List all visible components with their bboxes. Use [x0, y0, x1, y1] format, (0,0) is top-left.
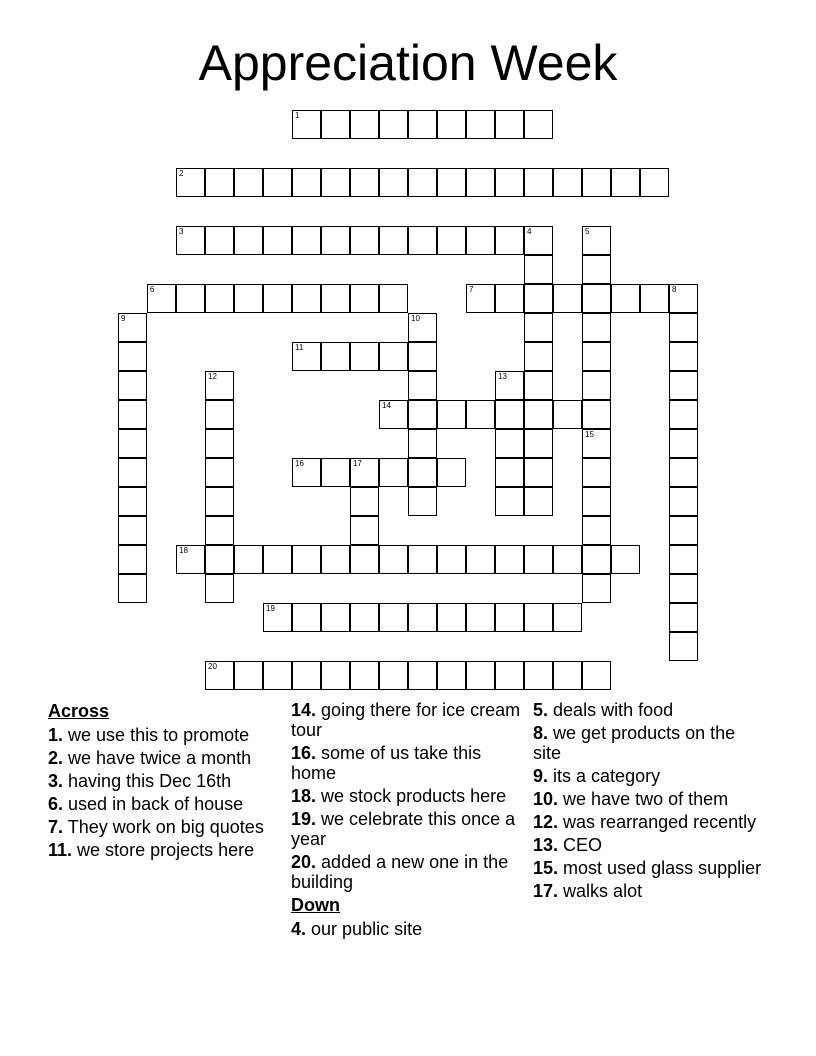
- cell-number: 10: [411, 314, 420, 323]
- grid-cell[interactable]: [524, 400, 553, 429]
- grid-cell[interactable]: [408, 168, 437, 197]
- grid-cell[interactable]: [582, 284, 611, 313]
- grid-cell[interactable]: [582, 226, 611, 255]
- grid-cell[interactable]: [350, 516, 379, 545]
- grid-cell[interactable]: [495, 603, 524, 632]
- clue-number: 11.: [48, 840, 73, 860]
- clue-number: 1.: [48, 725, 64, 745]
- clue-across-19: [291, 809, 523, 849]
- grid-cell[interactable]: [437, 545, 466, 574]
- clue-across-3: [48, 771, 280, 791]
- puzzle-title: Appreciation Week: [198, 35, 618, 91]
- grid-cell[interactable]: [205, 284, 234, 313]
- grid-cell[interactable]: [466, 661, 495, 690]
- clue-down-4: [291, 919, 523, 939]
- grid-cell[interactable]: [582, 574, 611, 603]
- grid-cell[interactable]: [205, 458, 234, 487]
- grid-cell[interactable]: [205, 487, 234, 516]
- clue-across-20: [291, 852, 523, 892]
- clue-number: 4.: [291, 919, 307, 939]
- grid-cell[interactable]: [408, 110, 437, 139]
- clue-text: added a new one in the building: [291, 852, 509, 892]
- grid-cell[interactable]: [582, 516, 611, 545]
- grid-cell[interactable]: [408, 458, 437, 487]
- grid-cell[interactable]: [669, 284, 698, 313]
- grid-cell[interactable]: [524, 342, 553, 371]
- grid-cell[interactable]: [524, 226, 553, 255]
- grid-cell[interactable]: [350, 661, 379, 690]
- grid-cell[interactable]: [437, 458, 466, 487]
- grid-cell[interactable]: [495, 429, 524, 458]
- grid-cell[interactable]: [553, 284, 582, 313]
- grid-cell[interactable]: [640, 284, 669, 313]
- grid-cell[interactable]: [582, 429, 611, 458]
- clue-text: They work on big quotes: [67, 817, 264, 837]
- clue-number: 19.: [291, 809, 317, 829]
- grid-cell[interactable]: [524, 313, 553, 342]
- grid-cell[interactable]: [263, 545, 292, 574]
- grid-cell[interactable]: [263, 226, 292, 255]
- grid-cell[interactable]: [466, 110, 495, 139]
- clue-down-8: [533, 723, 765, 763]
- clue-across-18: [291, 786, 523, 806]
- clue-number: 2.: [48, 748, 64, 768]
- grid-cell[interactable]: [118, 574, 147, 603]
- grid-cell[interactable]: [669, 574, 698, 603]
- grid-cell[interactable]: [669, 632, 698, 661]
- grid-cell[interactable]: [611, 284, 640, 313]
- grid-cell[interactable]: [669, 487, 698, 516]
- grid-cell[interactable]: [205, 400, 234, 429]
- grid-cell[interactable]: [524, 255, 553, 284]
- grid-cell[interactable]: [321, 168, 350, 197]
- clue-column-3: [533, 700, 765, 904]
- grid-cell[interactable]: [524, 487, 553, 516]
- cell-number: 2: [179, 169, 184, 178]
- grid-cell[interactable]: [582, 400, 611, 429]
- grid-cell[interactable]: [408, 342, 437, 371]
- clue-number: 8.: [533, 723, 549, 743]
- cell-number: 14: [382, 401, 391, 410]
- clue-number: 15.: [533, 858, 559, 878]
- grid-cell[interactable]: [437, 168, 466, 197]
- grid-cell[interactable]: [553, 603, 582, 632]
- cell-number: 4: [527, 227, 532, 236]
- grid-cell[interactable]: [437, 400, 466, 429]
- grid-cell[interactable]: [321, 284, 350, 313]
- cell-number: 13: [498, 372, 507, 381]
- grid-cell[interactable]: [379, 603, 408, 632]
- cell-number: 6: [150, 285, 155, 294]
- grid-cell[interactable]: [176, 284, 205, 313]
- grid-cell[interactable]: [205, 371, 234, 400]
- grid-cell[interactable]: [408, 371, 437, 400]
- grid-cell[interactable]: [350, 168, 379, 197]
- grid-cell[interactable]: [582, 661, 611, 690]
- grid-cell[interactable]: [292, 168, 321, 197]
- grid-cell[interactable]: [669, 313, 698, 342]
- grid-cell[interactable]: [408, 400, 437, 429]
- grid-cell[interactable]: [292, 284, 321, 313]
- grid-cell[interactable]: [350, 545, 379, 574]
- grid-cell[interactable]: [582, 458, 611, 487]
- grid-cell[interactable]: [292, 603, 321, 632]
- grid-cell[interactable]: [466, 284, 495, 313]
- grid-cell[interactable]: [321, 458, 350, 487]
- grid-cell[interactable]: [669, 458, 698, 487]
- clue-down-12: [533, 812, 765, 832]
- grid-cell[interactable]: [437, 603, 466, 632]
- cell-number: 20: [208, 662, 217, 671]
- grid-cell[interactable]: [321, 342, 350, 371]
- grid-cell[interactable]: [495, 284, 524, 313]
- grid-cell[interactable]: [379, 226, 408, 255]
- grid-cell[interactable]: [524, 371, 553, 400]
- cell-number: 1: [295, 111, 300, 120]
- grid-cell[interactable]: [234, 545, 263, 574]
- grid-cell[interactable]: [176, 168, 205, 197]
- grid-cell[interactable]: [669, 371, 698, 400]
- grid-cell[interactable]: [147, 284, 176, 313]
- down-heading: Down: [291, 895, 340, 915]
- grid-cell[interactable]: [553, 545, 582, 574]
- grid-cell[interactable]: [582, 255, 611, 284]
- grid-cell[interactable]: [408, 545, 437, 574]
- grid-cell[interactable]: [321, 545, 350, 574]
- grid-cell[interactable]: [437, 661, 466, 690]
- clue-text: we get products on the site: [533, 723, 736, 763]
- clue-number: 6.: [48, 794, 64, 814]
- grid-cell[interactable]: [582, 168, 611, 197]
- grid-cell[interactable]: [582, 342, 611, 371]
- grid-cell[interactable]: [408, 313, 437, 342]
- grid-cell[interactable]: [495, 226, 524, 255]
- clue-text: going there for ice cream tour: [291, 700, 521, 740]
- grid-cell[interactable]: [495, 371, 524, 400]
- clue-text: we stock products here: [321, 786, 507, 806]
- cell-number: 15: [585, 430, 594, 439]
- grid-cell[interactable]: [524, 284, 553, 313]
- cell-number: 17: [353, 459, 362, 468]
- clue-number: 14.: [291, 700, 317, 720]
- cell-number: 7: [469, 285, 474, 294]
- grid-cell[interactable]: [292, 110, 321, 139]
- grid-cell[interactable]: [466, 168, 495, 197]
- grid-cell[interactable]: [495, 545, 524, 574]
- clue-number: 9.: [533, 766, 549, 786]
- cell-number: 8: [672, 285, 677, 294]
- grid-cell[interactable]: [205, 545, 234, 574]
- clue-across-1: [48, 725, 280, 745]
- clue-number: 12.: [533, 812, 559, 832]
- clue-across-11: [48, 840, 280, 860]
- cell-number: 12: [208, 372, 217, 381]
- grid-cell[interactable]: [292, 226, 321, 255]
- grid-cell[interactable]: [669, 429, 698, 458]
- grid-cell[interactable]: [205, 226, 234, 255]
- clue-text: used in back of house: [68, 794, 244, 814]
- clue-across-7: [48, 817, 280, 837]
- grid-cell[interactable]: [118, 313, 147, 342]
- grid-cell[interactable]: [118, 516, 147, 545]
- grid-cell[interactable]: [205, 429, 234, 458]
- grid-cell[interactable]: [466, 400, 495, 429]
- grid-cell[interactable]: [495, 168, 524, 197]
- grid-cell[interactable]: [524, 429, 553, 458]
- clue-across-16: [291, 743, 523, 783]
- grid-cell[interactable]: [205, 574, 234, 603]
- clue-text: we use this to promote: [68, 725, 250, 745]
- grid-cell[interactable]: [321, 226, 350, 255]
- grid-cell[interactable]: [234, 226, 263, 255]
- grid-cell[interactable]: [495, 400, 524, 429]
- grid-cell[interactable]: [669, 516, 698, 545]
- grid-cell[interactable]: [205, 516, 234, 545]
- grid-cell[interactable]: [524, 110, 553, 139]
- grid-cell[interactable]: [350, 342, 379, 371]
- clue-text: some of us take this home: [291, 743, 482, 783]
- grid-cell[interactable]: [669, 603, 698, 632]
- grid-cell[interactable]: [669, 342, 698, 371]
- grid-cell[interactable]: [350, 487, 379, 516]
- grid-cell[interactable]: [118, 429, 147, 458]
- grid-cell[interactable]: [437, 226, 466, 255]
- grid-cell[interactable]: [263, 284, 292, 313]
- grid-cell[interactable]: [640, 168, 669, 197]
- grid-cell[interactable]: [611, 545, 640, 574]
- clue-down-15: [533, 858, 765, 878]
- grid-cell[interactable]: [408, 661, 437, 690]
- grid-cell[interactable]: [408, 429, 437, 458]
- clue-across-6: [48, 794, 280, 814]
- clue-text: its a category: [553, 766, 661, 786]
- grid-cell[interactable]: [321, 110, 350, 139]
- grid-cell[interactable]: [292, 661, 321, 690]
- clue-text: most used glass supplier: [563, 858, 762, 878]
- cell-number: 19: [266, 604, 275, 613]
- cell-number: 16: [295, 459, 304, 468]
- grid-cell[interactable]: [466, 226, 495, 255]
- grid-cell[interactable]: [553, 661, 582, 690]
- grid-cell[interactable]: [118, 545, 147, 574]
- clue-number: 18.: [291, 786, 317, 806]
- grid-cell[interactable]: [582, 371, 611, 400]
- grid-cell[interactable]: [408, 226, 437, 255]
- grid-cell[interactable]: [495, 487, 524, 516]
- clue-number: 13.: [533, 835, 559, 855]
- grid-cell[interactable]: [292, 545, 321, 574]
- grid-cell[interactable]: [350, 110, 379, 139]
- clue-down-9: [533, 766, 765, 786]
- grid-cell[interactable]: [669, 545, 698, 574]
- clue-column-2: [291, 700, 523, 942]
- cell-number: 9: [121, 314, 126, 323]
- grid-cell[interactable]: [263, 661, 292, 690]
- grid-cell[interactable]: [524, 168, 553, 197]
- clue-column-1: [48, 700, 280, 863]
- grid-cell[interactable]: [118, 400, 147, 429]
- clue-number: 3.: [48, 771, 64, 791]
- grid-cell[interactable]: [292, 342, 321, 371]
- grid-cell[interactable]: [176, 226, 205, 255]
- clue-text: we have two of them: [563, 789, 729, 809]
- grid-cell[interactable]: [379, 284, 408, 313]
- grid-cell[interactable]: [205, 661, 234, 690]
- cell-number: 18: [179, 546, 188, 555]
- clue-down-10: [533, 789, 765, 809]
- clue-down-17: [533, 881, 765, 901]
- grid-cell[interactable]: [263, 603, 292, 632]
- grid-cell[interactable]: [379, 400, 408, 429]
- clue-number: 16.: [291, 743, 317, 763]
- grid-cell[interactable]: [437, 110, 466, 139]
- grid-cell[interactable]: [234, 168, 263, 197]
- clue-across-14: [291, 700, 523, 740]
- grid-cell[interactable]: [321, 603, 350, 632]
- grid-cell[interactable]: [118, 371, 147, 400]
- grid-cell[interactable]: [553, 400, 582, 429]
- grid-cell[interactable]: [321, 661, 350, 690]
- grid-cell[interactable]: [495, 110, 524, 139]
- clue-number: 20.: [291, 852, 317, 872]
- grid-cell[interactable]: [234, 661, 263, 690]
- grid-cell[interactable]: [495, 458, 524, 487]
- grid-cell[interactable]: [524, 661, 553, 690]
- grid-cell[interactable]: [379, 458, 408, 487]
- grid-cell[interactable]: [234, 284, 263, 313]
- grid-cell[interactable]: [466, 545, 495, 574]
- grid-cell[interactable]: [205, 168, 234, 197]
- across-heading: Across: [48, 701, 110, 721]
- cell-number: 3: [179, 227, 184, 236]
- clue-number: 5.: [533, 700, 549, 720]
- clue-text: our public site: [311, 919, 423, 939]
- grid-cell[interactable]: [350, 603, 379, 632]
- clue-across-2: [48, 748, 280, 768]
- grid-cell[interactable]: [263, 168, 292, 197]
- clue-number: 10.: [533, 789, 559, 809]
- grid-cell[interactable]: [176, 545, 205, 574]
- grid-cell[interactable]: [350, 226, 379, 255]
- grid-cell[interactable]: [379, 545, 408, 574]
- clue-text: CEO: [563, 835, 603, 855]
- clue-text: deals with food: [553, 700, 674, 720]
- clue-number: 7.: [48, 817, 64, 837]
- grid-cell[interactable]: [118, 487, 147, 516]
- grid-cell[interactable]: [379, 168, 408, 197]
- clue-number: 17.: [533, 881, 559, 901]
- grid-cell[interactable]: [524, 458, 553, 487]
- grid-cell[interactable]: [379, 110, 408, 139]
- grid-cell[interactable]: [350, 458, 379, 487]
- clue-text: was rearranged recently: [563, 812, 757, 832]
- grid-cell[interactable]: [350, 284, 379, 313]
- clue-text: having this Dec 16th: [68, 771, 232, 791]
- grid-cell[interactable]: [466, 603, 495, 632]
- grid-cell[interactable]: [379, 342, 408, 371]
- clue-text: we have twice a month: [68, 748, 252, 768]
- grid-cell[interactable]: [118, 342, 147, 371]
- grid-cell[interactable]: [408, 603, 437, 632]
- cell-number: 11: [295, 343, 304, 352]
- clue-down-5: [533, 700, 765, 720]
- grid-cell[interactable]: [408, 487, 437, 516]
- grid-cell[interactable]: [379, 661, 408, 690]
- grid-cell[interactable]: [524, 603, 553, 632]
- grid-cell[interactable]: [118, 458, 147, 487]
- clue-text: we celebrate this once a year: [291, 809, 516, 849]
- grid-cell[interactable]: [495, 661, 524, 690]
- grid-cell[interactable]: [553, 168, 582, 197]
- clue-text: we store projects here: [77, 840, 255, 860]
- grid-cell[interactable]: [582, 313, 611, 342]
- grid-cell[interactable]: [669, 400, 698, 429]
- grid-cell[interactable]: [524, 545, 553, 574]
- grid-cell[interactable]: [582, 487, 611, 516]
- grid-cell[interactable]: [292, 458, 321, 487]
- grid-cell[interactable]: [611, 168, 640, 197]
- cell-number: 5: [585, 227, 590, 236]
- clue-down-13: [533, 835, 765, 855]
- grid-cell[interactable]: [582, 545, 611, 574]
- clue-text: walks alot: [563, 881, 643, 901]
